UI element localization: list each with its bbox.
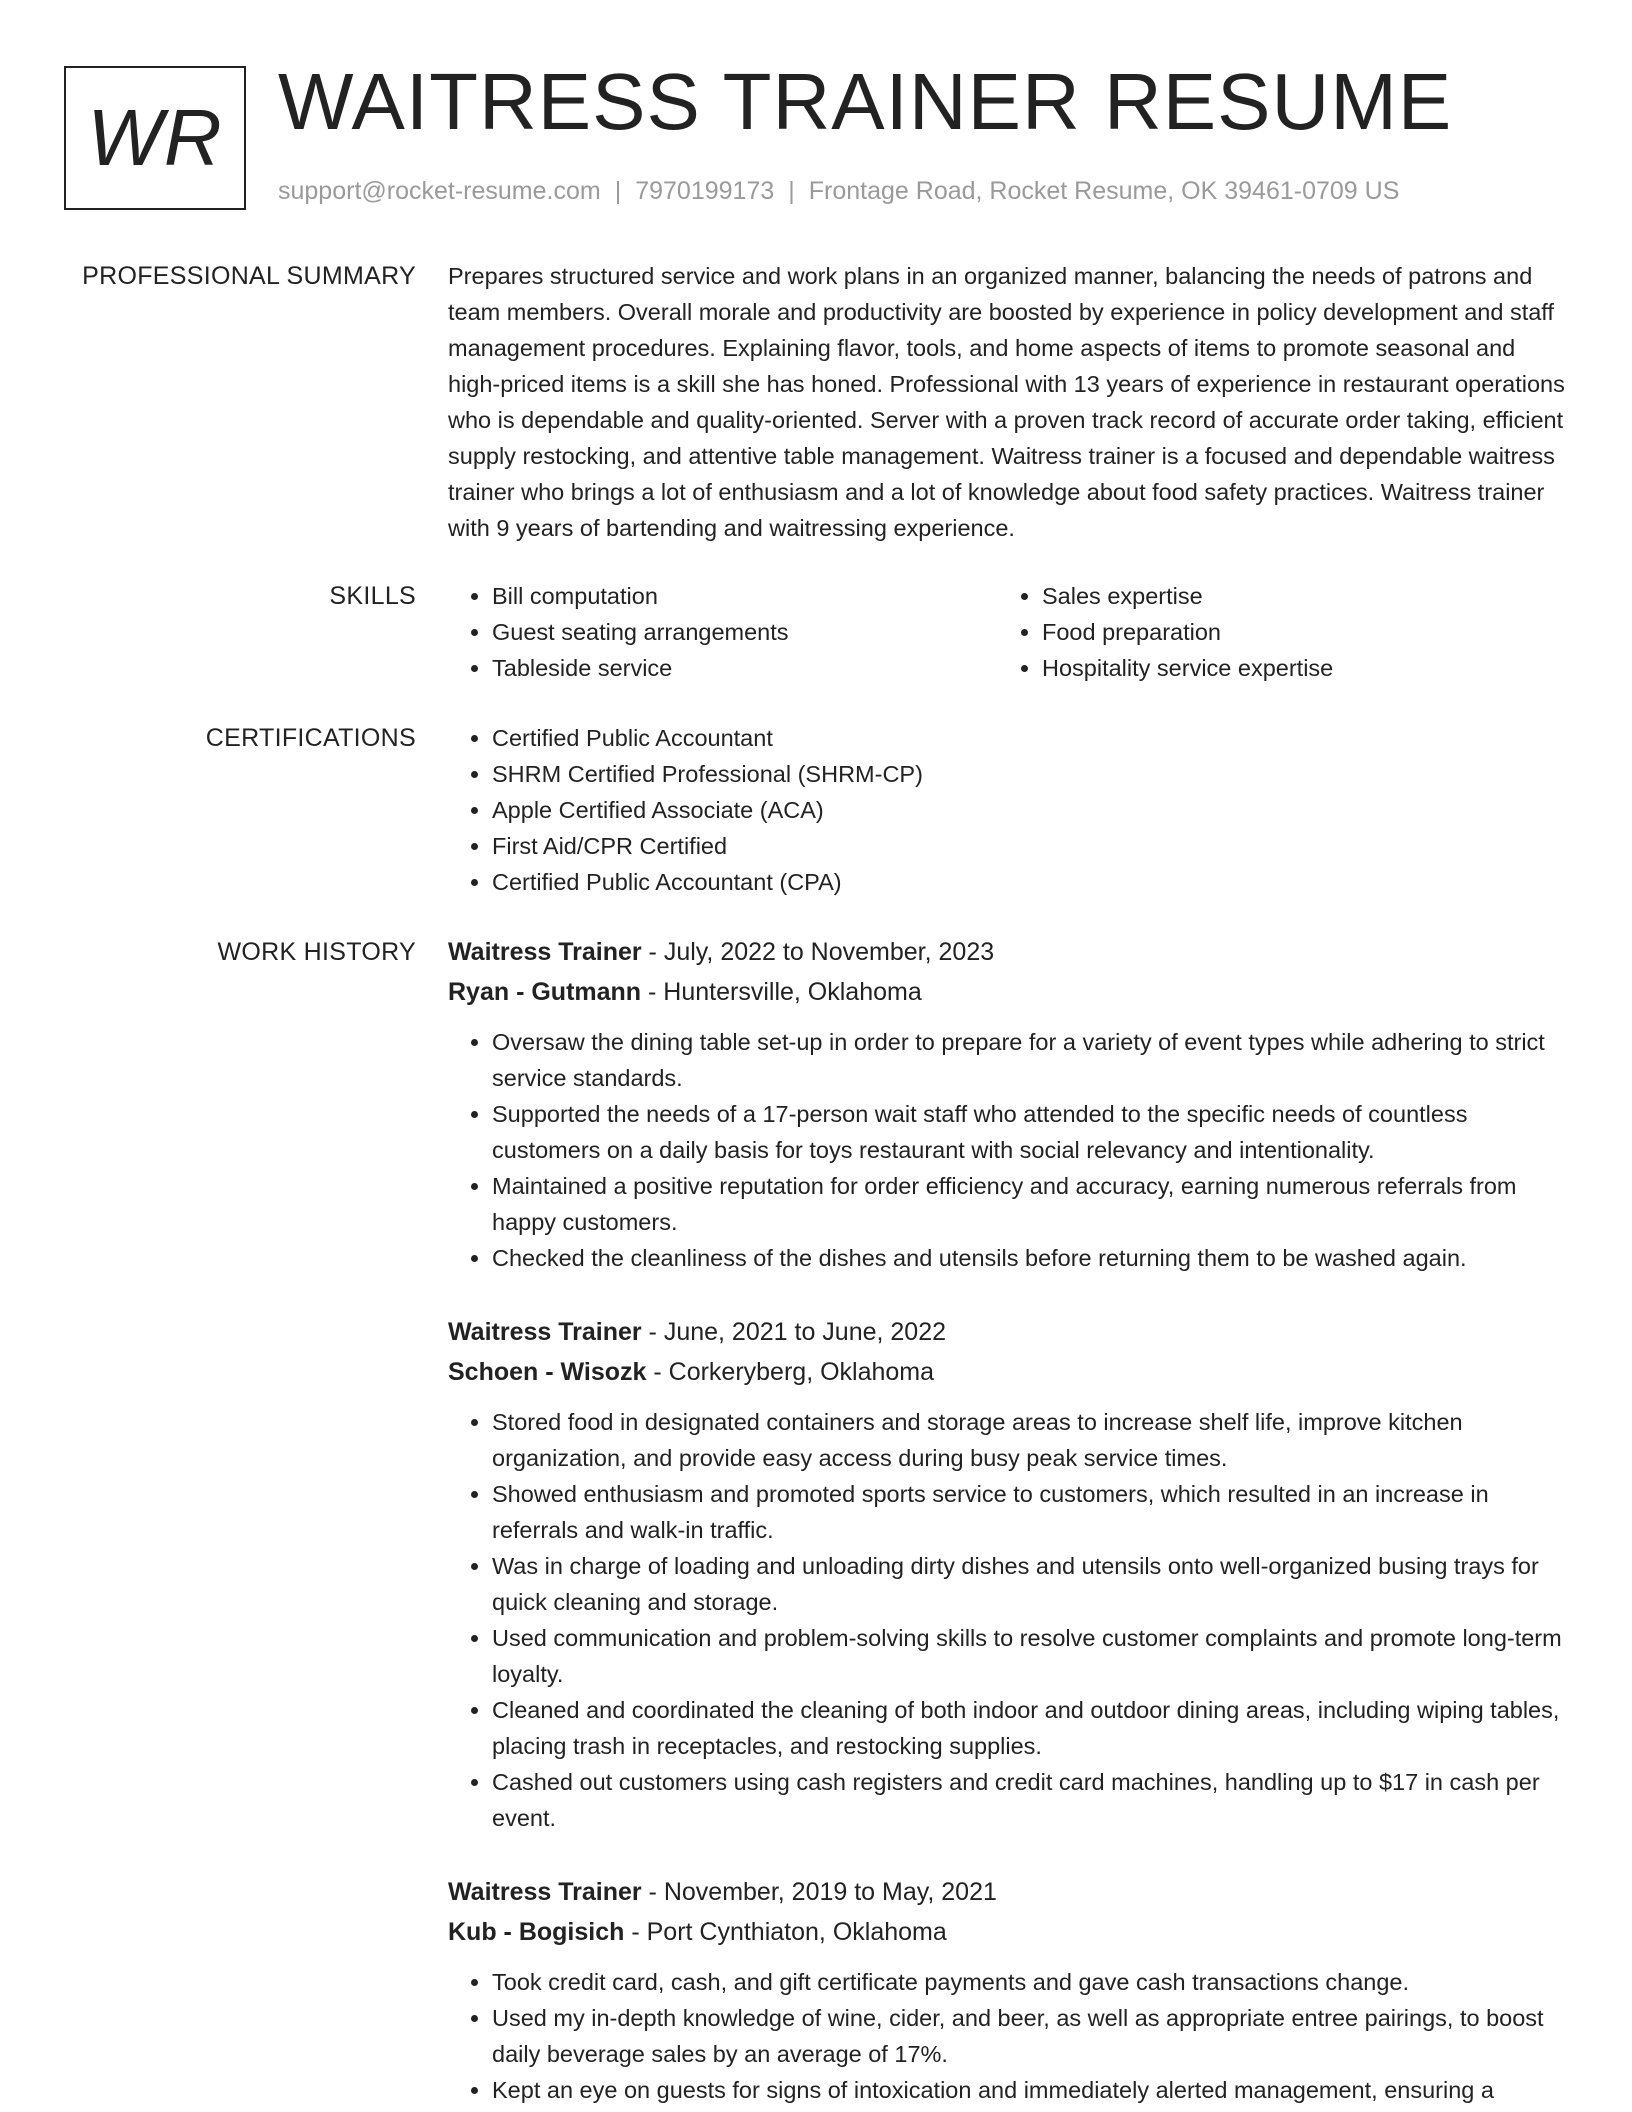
job-bullets (448, 1964, 1570, 2108)
job-title: Waitress Trainer (448, 938, 642, 966)
section-label-work-history: WORK HISTORY (217, 938, 416, 966)
job-bullet: • Maintained a positive reputation for order efficiency and accuracy, earning numerous referrals from happy customers. (492, 1168, 1570, 1240)
contact-phone: 7970199173 (635, 177, 775, 205)
skills-grid (448, 578, 1570, 686)
job-bullet: • Supported the needs of a 17-person wait staff who attended to the specific needs of countless customers on a daily basis for toys restaurant with social relevancy and intentionality. (492, 1096, 1570, 1168)
job-bullet: • Was in charge of loading and unloading dirty dishes and utensils onto well-organized busing trays for quick cleaning and storage. (492, 1548, 1570, 1620)
job-bullets (448, 1404, 1570, 1836)
section-label-skills: SKILLS (329, 582, 416, 610)
job-title: Waitress Trainer (448, 1318, 642, 1346)
job-bullet: • Stored food in designated containers and storage areas to increase shelf life, improve kitchen organization, and provide easy access during busy peak service times. (492, 1404, 1570, 1476)
job-bullet: • Oversaw the dining table set-up in order to prepare for a variety of event types while adhering to strict service standards. (492, 1024, 1570, 1096)
certification-item: • SHRM Certified Professional (SHRM-CP) (492, 756, 1570, 792)
section-label-summary: PROFESSIONAL SUMMARY (82, 262, 416, 290)
skill-item: • Tableside service (492, 650, 998, 686)
skills-list-1 (448, 578, 998, 686)
contact-address: Frontage Road, Rocket Resume, OK 39461-0709 US (808, 177, 1400, 205)
skills-column-2 (998, 578, 1548, 686)
certification-item: • Certified Public Accountant (CPA) (492, 864, 1570, 900)
skills-column-1 (448, 578, 998, 686)
skills-list-2 (998, 578, 1548, 686)
skill-item: • Bill computation (492, 578, 998, 614)
job-bullet: • Cashed out customers using cash registers and credit card machines, handling up to $17 in cash per event. (492, 1764, 1570, 1836)
summary-text: Prepares structured service and work plans in an organized manner, balancing the needs of patrons and team members. Overall morale and productivity are boosted by experience in policy development and staff management procedures. Explaining flavor, tools, and home aspects of items to promote seasonal and high-priced items is a skill she has honed. Professional with 13 years of experience in restaurant operations who is dependable and quality-oriented. Server with a proven track record of accurate order taking, efficient supply restocking, and attentive table management. Waitress trainer is a focused and dependable waitress trainer who brings a lot of enthusiasm and a lot of knowledge about food safety practices. Waitress trainer with 9 years of bartending and waitressing experience. (448, 263, 1565, 541)
monogram-logo: WR (64, 66, 246, 210)
contact-separator: | (788, 177, 795, 205)
job-location: Huntersville, Oklahoma (663, 978, 922, 1006)
job-company: Schoen - Wisozk (448, 1358, 647, 1386)
job-bullet: • Took credit card, cash, and gift certificate payments and gave cash transactions change. (492, 1964, 1570, 2000)
resume-title: WAITRESS TRAINER RESUME (278, 57, 1453, 146)
job-entry (448, 1872, 1570, 2108)
job-bullet: • Used communication and problem-solving skills to resolve customer complaints and promote long-term loyalty. (492, 1620, 1570, 1692)
certifications-list (448, 720, 1570, 900)
certification-item: • First Aid/CPR Certified (492, 828, 1570, 864)
skill-item: • Hospitality service expertise (1042, 650, 1548, 686)
certification-item: • Apple Certified Associate (ACA) (492, 792, 1570, 828)
skill-item: • Food preparation (1042, 614, 1548, 650)
summary-body (448, 258, 1570, 546)
job-bullet: • Cleaned and coordinated the cleaning of both indoor and outdoor dining areas, including wiping tables, placing trash in receptacles, and restocking supplies. (492, 1692, 1570, 1764)
resume-header (0, 0, 1632, 230)
job-dates: November, 2019 to May, 2021 (663, 1878, 997, 1906)
job-company: Kub - Bogisich (448, 1918, 625, 1946)
section-label-certifications: CERTIFICATIONS (205, 724, 416, 752)
certification-item: • Certified Public Accountant (492, 720, 1570, 756)
job-bullet: • Used my in-depth knowledge of wine, cider, and beer, as well as appropriate entree pairings, to boost daily beverage sales by an average of 17%. (492, 2000, 1570, 2072)
contact-separator: | (614, 177, 622, 205)
job-title-line: Waitress Trainer - July, 2022 to November, 2023 (448, 938, 995, 966)
job-location: Port Cynthiaton, Oklahoma (646, 1918, 947, 1946)
job-dates: July, 2022 to November, 2023 (663, 938, 995, 966)
job-entry (448, 1312, 1570, 1836)
job-bullet: • Showed enthusiasm and promoted sports service to customers, which resulted in an increase in referrals and walk-in traffic. (492, 1476, 1570, 1548)
certifications-body (448, 720, 1570, 900)
job-bullet: • Kept an eye on guests for signs of intoxication and immediately alerted management, ensuring a (492, 2072, 1570, 2108)
job-title-line: Waitress Trainer - November, 2019 to May, 2021 (448, 1878, 997, 1906)
skills-body (448, 578, 1570, 686)
job-company-line: Schoen - Wisozk - Corkeryberg, Oklahoma (448, 1358, 935, 1386)
job-company: Ryan - Gutmann (448, 978, 642, 1006)
job-company-line: Ryan - Gutmann - Huntersville, Oklahoma (448, 978, 922, 1006)
job-bullet: • Checked the cleanliness of the dishes and utensils before returning them to be washed again. (492, 1240, 1570, 1276)
job-dates: June, 2021 to June, 2022 (663, 1318, 947, 1346)
job-location: Corkeryberg, Oklahoma (668, 1358, 935, 1386)
skill-item: • Sales expertise (1042, 578, 1548, 614)
skill-item: • Guest seating arrangements (492, 614, 998, 650)
job-entry (448, 932, 1570, 1276)
job-company-line: Kub - Bogisich - Port Cynthiaton, Oklahoma (448, 1918, 947, 1946)
job-bullets (448, 1024, 1570, 1276)
contact-email: support@rocket-resume.com (278, 177, 601, 205)
job-title: Waitress Trainer (448, 1878, 642, 1906)
contact-line (278, 176, 1399, 206)
job-title-line: Waitress Trainer - June, 2021 to June, 2022 (448, 1318, 947, 1346)
